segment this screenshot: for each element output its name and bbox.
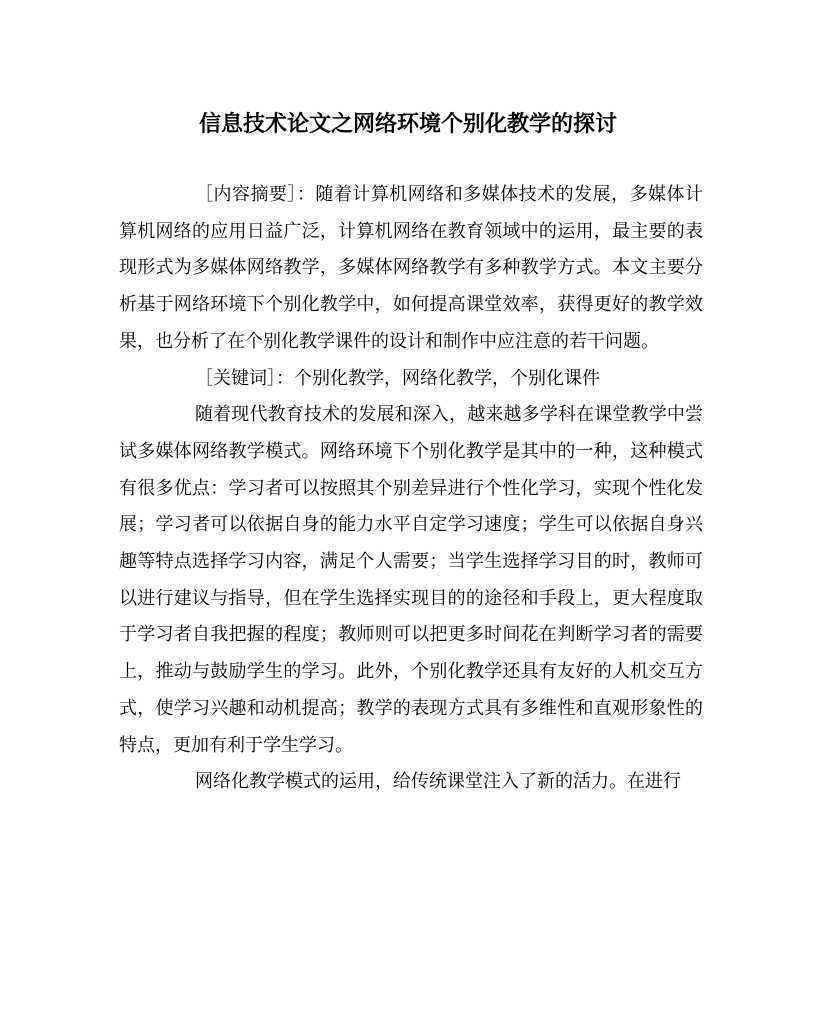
document-title: 信息技术论文之网络环境个别化教学的探讨 [198, 111, 617, 137]
abstract-paragraph: ［内容摘要］：随着计算机网络和多媒体技术的发展，多媒体计算机网络的应用日益广泛，计算机网络在教育领域中的运用，最主要的表现形式为多媒体网络教学，多媒体网络教学有多种教学方式。本文主要分析基于网络环境下个别化教学中，如何提高课堂效率，获得更好的教学效果，也分析了在个别化教学课件的设计和制作中应注意的若干问题。 [119, 184, 703, 352]
body-paragraph: 网络化教学模式的运用，给传统课堂注入了新的活力。在进行 [195, 771, 681, 793]
keywords-paragraph: ［关键词］：个别化教学，网络化教学，个别化课件 [195, 367, 600, 389]
document-body [119, 177, 703, 801]
body-paragraph: 随着现代教育技术的发展和深入，越来越多学科在课堂教学中尝试多媒体网络教学模式。网络环境下个别化教学是其中的一种，这种模式有很多优点：学习者可以按照其个别差异进行个性化学习，实现个性化发展；学习者可以依据自身的能力水平自定学习速度；学生可以依据自身兴趣等特点选择学习内容，满足个人需要；当学生选择学习目的时，教师可以进行建议与指导，但在学生选择实现目的的途径和手段上，更大程度取于学习者自我把握的程度；教师则可以把更多时间花在判断学习者的需要上，推动与鼓励学生的学习。此外，个别化教学还具有友好的人机交互方式，使学习兴趣和动机提高；教学的表现方式具有多维性和直观形象性的特点，更加有利于学生学习。 [119, 404, 703, 756]
